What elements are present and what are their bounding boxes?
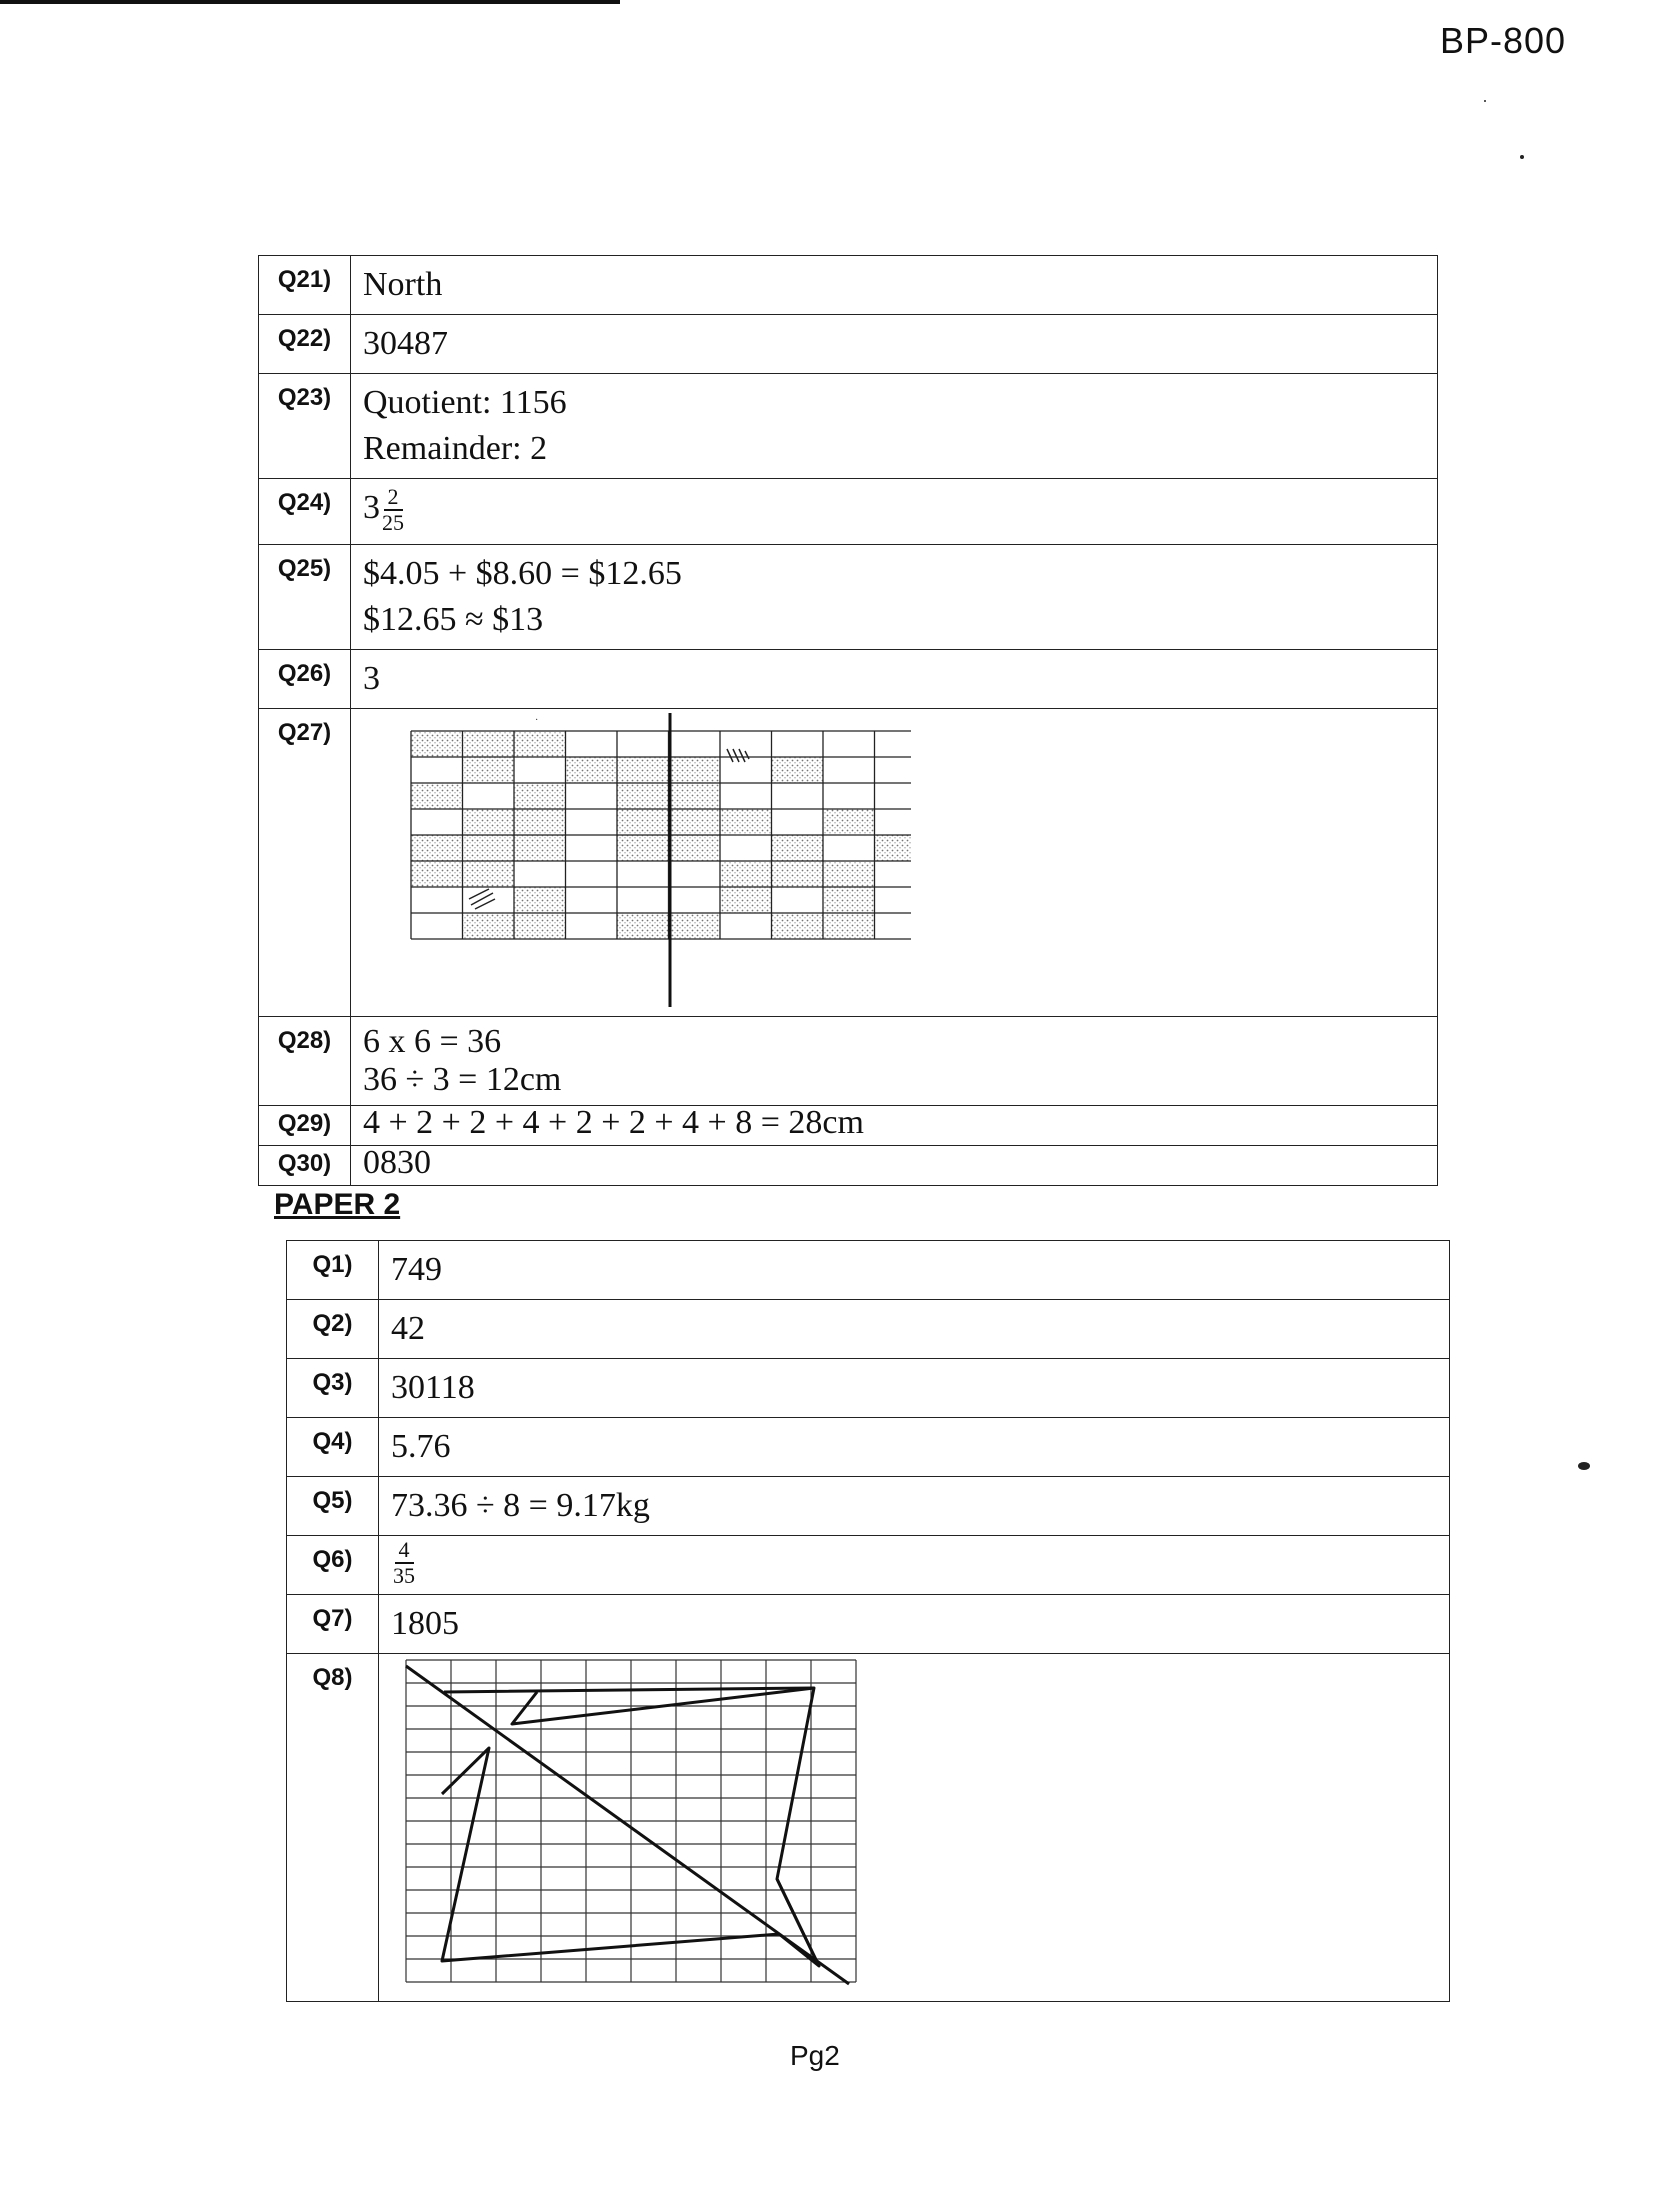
question-number: Q24) [259,479,351,545]
shaded-square [514,731,566,757]
paper1-answer-table [258,255,1438,1186]
shaded-square [772,913,824,939]
shaded-square [669,809,721,835]
shaded-square [669,835,721,861]
shaded-square [617,757,669,783]
answer-text [379,1536,1450,1595]
question-number: Q2) [287,1300,379,1359]
shaded-square [720,861,772,887]
shaded-square [411,861,463,887]
shaded-square [669,783,721,809]
answer-text: 4 + 2 + 2 + 4 + 2 + 2 + 4 + 8 = 28cm [351,1106,1438,1146]
answer-text: 30487 [351,315,1438,374]
mixed-number-whole: 3 [363,489,380,526]
shaded-square [463,809,515,835]
answer-line: 6 x 6 = 36 [363,1023,502,1060]
table-row [287,1536,1450,1595]
shaded-square [514,913,566,939]
question-number: Q28) [259,1017,351,1106]
fraction-denominator: 25 [382,510,404,536]
question-number: Q5) [287,1477,379,1536]
question-number: Q6) [287,1536,379,1595]
question-number: Q23) [259,374,351,479]
table-row [287,1418,1450,1477]
shaded-square [823,809,875,835]
shaded-square [514,835,566,861]
question-number: Q3) [287,1359,379,1418]
question-number: Q1) [287,1241,379,1300]
scan-speck [1520,155,1524,159]
shaded-square [514,783,566,809]
document-code: BP-800 [1440,20,1567,61]
answer-text: North [351,256,1438,315]
shaded-square [617,809,669,835]
section-heading: PAPER 2 [274,1188,401,1221]
shaded-square [463,913,515,939]
shaded-square [772,835,824,861]
shaded-square [463,861,515,887]
table-row [287,1300,1450,1359]
shaded-square [617,835,669,861]
shaded-square [823,887,875,913]
shaded-square [463,835,515,861]
shaded-square [617,783,669,809]
scan-speck [1578,1462,1590,1470]
question-number: Q22) [259,315,351,374]
shaded-square [463,731,515,757]
shaded-square [823,861,875,887]
table-row [259,374,1438,479]
table-row [259,650,1438,709]
table-row [287,1359,1450,1418]
table-row [259,1106,1438,1146]
table-row [259,256,1438,315]
shaded-square [720,887,772,913]
question-number: Q29) [259,1106,351,1146]
answer-text: 0830 [351,1146,1438,1186]
table-row [259,1017,1438,1106]
shaded-square [566,757,618,783]
answer-line: $12.65 ≈ $13 [363,601,544,638]
fraction [382,485,404,535]
answer-text: 30118 [379,1359,1450,1418]
shaded-square [875,835,912,861]
question-number: Q4) [287,1418,379,1477]
table-row [259,479,1438,545]
question-number: Q21) [259,256,351,315]
question-number: Q27) [259,709,351,1017]
table-row [259,315,1438,374]
question-number: Q30) [259,1146,351,1186]
shaded-square [823,913,875,939]
shaded-square [463,757,515,783]
question-number: Q25) [259,545,351,650]
answer-text [351,374,1438,479]
shaded-square [514,887,566,913]
shaded-square [617,913,669,939]
answer-text: 42 [379,1300,1450,1359]
symmetry-grid-figure [351,709,911,1009]
table-row [287,1595,1450,1654]
answer-text: 1805 [379,1595,1450,1654]
table-row [259,1146,1438,1186]
fraction-numerator: 4 [395,1538,414,1564]
table-row [287,1241,1450,1300]
answer-line: Remainder: 2 [363,430,548,467]
top-rule [0,0,620,4]
fraction [393,1538,415,1588]
answer-line: 36 ÷ 3 = 12cm [363,1061,562,1098]
answer-text [351,545,1438,650]
fraction-numerator: 2 [384,485,403,511]
answer-figure-cell [351,709,1438,1017]
shaded-square [514,809,566,835]
question-number: Q26) [259,650,351,709]
question-number: Q7) [287,1595,379,1654]
shaded-square [669,913,721,939]
table-row [259,545,1438,650]
answer-text [351,1017,1438,1106]
shaded-square [720,809,772,835]
page-number: Pg2 [790,2040,840,2071]
table-row [287,1654,1450,2002]
paper2-answer-table [286,1240,1450,2002]
scan-mark: · [535,715,539,726]
shaded-square [411,783,463,809]
question-number: Q8) [287,1654,379,2002]
fraction-denominator: 35 [393,1563,415,1589]
answer-text [351,479,1438,545]
shaded-square [772,861,824,887]
answer-figure-cell [379,1654,1450,2002]
line-drawing-figure [379,1654,879,1994]
answer-line: $4.05 + $8.60 = $12.65 [363,555,682,592]
answer-text: 749 [379,1241,1450,1300]
table-row [259,709,1438,1017]
shaded-square [772,757,824,783]
scan-speck [1484,100,1486,102]
shaded-square [411,835,463,861]
table-row [287,1477,1450,1536]
answer-text: 3 [351,650,1438,709]
answer-text: 5.76 [379,1418,1450,1477]
answer-line: Quotient: 1156 [363,384,567,421]
shaded-square [411,731,463,757]
shaded-square [669,757,721,783]
answer-text: 73.36 ÷ 8 = 9.17kg [379,1477,1450,1536]
